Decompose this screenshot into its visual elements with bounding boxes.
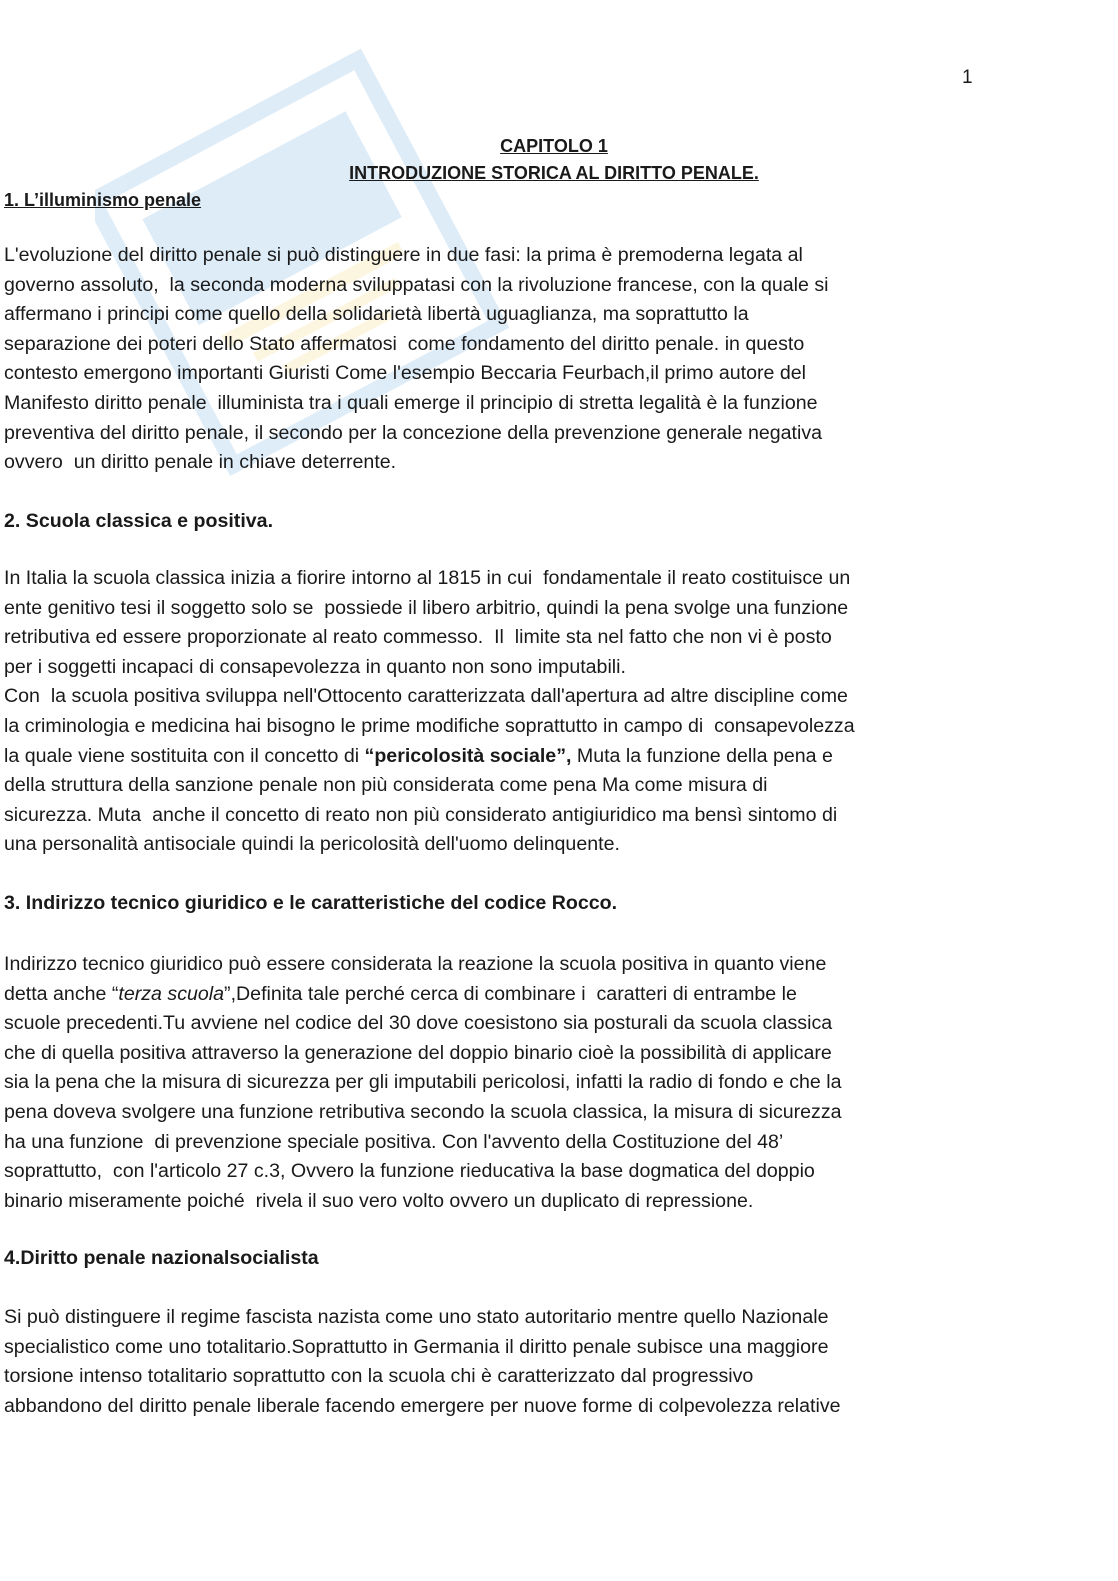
section-2-body	[4, 564, 1004, 860]
chapter-title: INTRODUZIONE STORICA AL DIRITTO PENALE.	[349, 163, 759, 183]
page-number: 1	[962, 67, 973, 88]
body-line: L'evoluzione del diritto penale si può distinguere in due fasi: la prima è premoderna legata al	[4, 244, 803, 266]
section-1-body	[4, 241, 1004, 478]
body-text: Muta la funzione della pena e	[571, 744, 833, 767]
body-text: detta anche “	[4, 982, 119, 1005]
body-line: ente genitivo tesi il soggetto solo se possiede il libero arbitrio, quindi la pena svolge una funzione	[4, 596, 849, 619]
body-line: abbandono del diritto penale liberale facendo emergere per nuove forme di colpevolezza relative	[4, 1394, 841, 1417]
body-line: Indirizzo tecnico giuridico può essere considerata la reazione la scuola positiva in quanto viene	[4, 953, 827, 975]
body-line: una personalità antisociale quindi la pericolosità dell'uomo delinquente.	[4, 833, 620, 856]
body-line: Si può distinguere il regime fascista nazista come uno stato autoritario mentre quello Nazionale	[4, 1306, 829, 1328]
body-line: In Italia la scuola classica inizia a fiorire intorno al 1815 in cui fondamentale il reato costituisce un	[4, 567, 851, 589]
body-line: contesto emergono importanti Giuristi Come l'esempio Beccaria Feurbach,il primo autore del	[4, 362, 807, 385]
section-2-heading: 2. Scuola classica e positiva.	[4, 510, 274, 532]
section-1-heading: 1. L’illuminismo penale	[4, 190, 202, 210]
body-line: Con la scuola positiva sviluppa nell'Ottocento caratterizzata dall'apertura ad altre discipline come	[4, 685, 848, 708]
chapter-number: CAPITOLO 1	[500, 136, 608, 156]
body-line: preventiva del diritto penale, il secondo per la concezione della prevenzione generale negativa	[4, 421, 823, 444]
body-line: ovvero un diritto penale in chiave deterrente.	[4, 451, 397, 474]
bold-term: “pericolosità sociale”,	[364, 744, 572, 767]
body-line: specialistico come uno totalitario.Soprattutto in Germania il diritto penale subisce una maggiore	[4, 1335, 829, 1358]
section-4-body	[4, 1303, 1004, 1421]
body-text: la quale viene sostituita con il concetto di	[4, 744, 365, 767]
body-line: affermano i principi come quello della solidarietà libertà uguaglianza, ma soprattutto la	[4, 303, 749, 326]
body-line: binario miseramente poiché rivela il suo vero volto ovvero un duplicato di repressione.	[4, 1189, 754, 1212]
body-line: pena doveva svolgere una funzione retributiva secondo la scuola classica, la misura di sicurezza	[4, 1100, 842, 1123]
body-line: governo assoluto, la seconda moderna sviluppatasi con la rivoluzione francese, con la quale si	[4, 273, 829, 296]
body-line: retributiva ed essere proporzionate al reato commesso. Il limite sta nel fatto che non vi è posto	[4, 626, 832, 649]
body-line: che di quella positiva attraverso la generazione del doppio binario cioè la possibilità di applicare	[4, 1041, 832, 1064]
section-4-heading: 4.Diritto penale nazionalsocialista	[4, 1247, 319, 1269]
italic-term: terza scuola	[118, 982, 225, 1005]
body-line: sia la pena che la misura di sicurezza per gli imputabili pericolosi, infatti la radio di fondo e che la	[4, 1071, 842, 1094]
body-line-with-bold	[4, 742, 1004, 772]
body-line: soprattutto, con l'articolo 27 c.3, Ovvero la funzione rieducativa la base dogmatica del doppio	[4, 1160, 815, 1183]
body-line-with-italic	[4, 980, 1004, 1010]
body-line: per i soggetti incapaci di consapevolezza in quanto non sono imputabili.	[4, 655, 626, 678]
body-line: torsione intenso totalitario soprattutto con la scuola chi è caratterizzato dal progressivo	[4, 1365, 754, 1388]
body-line: separazione dei poteri dello Stato affermatosi come fondamento del diritto penale. in questo	[4, 332, 805, 355]
section-3-heading: 3. Indirizzo tecnico giuridico e le caratteristiche del codice Rocco.	[4, 892, 618, 914]
body-line: sicurezza. Muta anche il concetto di reato non più considerato antigiuridico ma bensì sintomo di	[4, 803, 838, 826]
section-3-body	[4, 950, 1004, 1216]
body-line: la criminologia e medicina hai bisogno le prime modifiche soprattutto in campo di consapevolezza	[4, 714, 855, 737]
body-line: della struttura della sanzione penale non più considerata come pena Ma come misura di	[4, 774, 768, 797]
body-line: scuole precedenti.Tu avviene nel codice del 30 dove coesistono sia posturali da scuola classica	[4, 1012, 833, 1035]
body-text: ”,Definita tale perché cerca di combinare i caratteri di entrambe le	[224, 982, 797, 1005]
body-line: ha una funzione di prevenzione speciale positiva. Con l'avvento della Costituzione del 48’	[4, 1130, 784, 1153]
body-line: Manifesto diritto penale illuminista tra i quali emerge il principio di stretta legalità è la funzione	[4, 391, 818, 414]
